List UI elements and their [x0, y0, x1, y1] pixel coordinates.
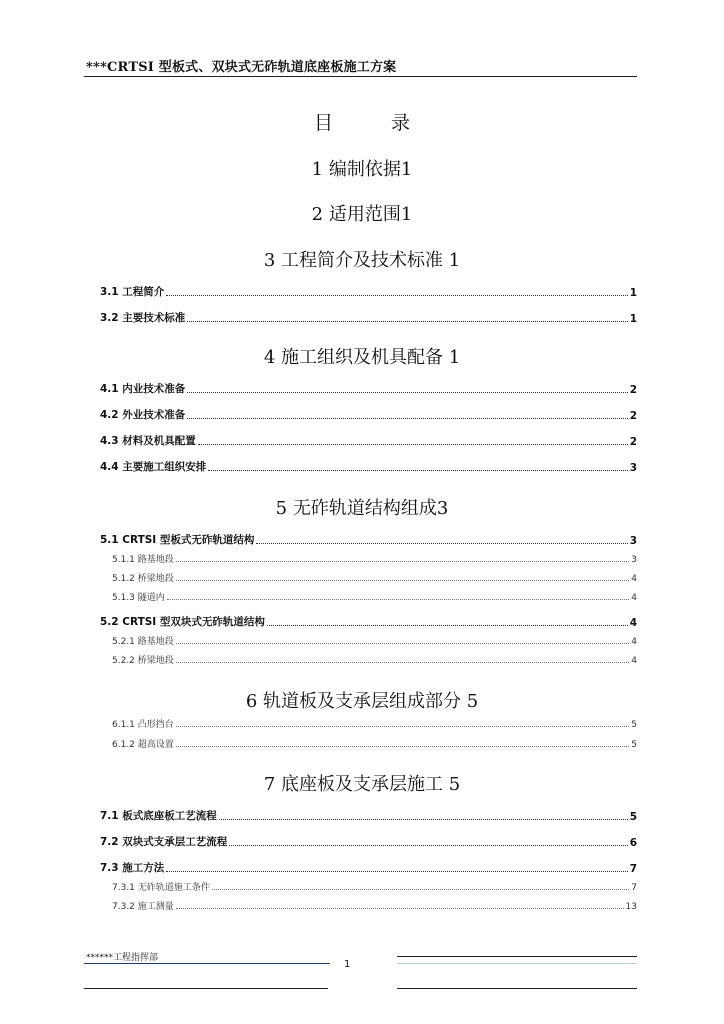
toc-entry-page: 6 — [629, 837, 637, 849]
toc-entry-3-2[interactable] — [100, 310, 637, 325]
toc-entry-page: 5 — [631, 720, 637, 730]
toc-entry-page: 2 — [629, 384, 637, 396]
toc-entry-page: 3 — [629, 462, 637, 474]
dot-leader — [198, 443, 628, 445]
toc-entry-5-1[interactable] — [100, 532, 637, 547]
dot-leader — [176, 907, 624, 909]
toc-entry-5-2-1[interactable] — [112, 634, 637, 647]
toc-entry-page: 4 — [631, 656, 637, 666]
toc-heading-7[interactable]: 7 底座板及支承层施工 5 — [263, 774, 461, 795]
toc-entry-label: 5.1 CRTSⅠ 型板式无砟轨道结构 — [100, 534, 255, 546]
toc-entry-5-2-2[interactable] — [112, 653, 637, 666]
toc-entry-page: 5 — [631, 740, 637, 750]
toc-entry-label: 5.1.1 路基地段 — [112, 555, 174, 565]
toc-title: 目 录 — [313, 112, 411, 134]
toc-heading-4[interactable]: 4 施工组织及机具配备 1 — [263, 347, 461, 368]
document-header-title: ***CRTSⅠ 型板式、双块式无砟轨道底座板施工方案 — [86, 60, 397, 75]
toc-entry-label: 7.2 双块式支承层工艺流程 — [100, 836, 228, 848]
dot-leader — [166, 870, 627, 872]
toc-entry-label: 3.1 工程简介 — [100, 286, 165, 298]
toc-entry-label: 7.3 施工方法 — [100, 862, 165, 874]
toc-entry-4-1[interactable] — [100, 381, 637, 396]
toc-entry-page: 2 — [629, 410, 637, 422]
toc-entry-6-1-1[interactable] — [112, 717, 637, 730]
toc-entry-7-3-2[interactable] — [112, 899, 637, 912]
dot-leader — [212, 888, 630, 890]
toc-entry-label: 7.3.2 施工测量 — [112, 902, 174, 912]
bottom-rule-left — [84, 988, 328, 989]
toc-entry-7-3[interactable] — [100, 860, 637, 875]
toc-entry-page: 1 — [629, 313, 637, 325]
toc-entry-page: 7 — [629, 863, 637, 875]
toc-entry-4-2[interactable] — [100, 407, 637, 422]
toc-entry-label: 5.1.3 隧道内 — [112, 593, 165, 603]
bottom-rule-right — [397, 988, 637, 989]
toc-entry-label: 5.2.2 桥梁地段 — [112, 656, 174, 666]
toc-entry-label: 6.1.1 凸形挡台 — [112, 720, 174, 730]
dot-leader — [166, 294, 627, 296]
toc-entry-label: 7.1 板式底座板工艺流程 — [100, 810, 217, 822]
dot-leader — [256, 542, 627, 544]
dot-leader — [208, 469, 627, 471]
toc-entry-label: 7.3.1 无砟轨道施工条件 — [112, 883, 210, 893]
footer-rule-right — [397, 956, 637, 957]
toc-entry-6-1-2[interactable] — [112, 737, 637, 750]
dot-leader — [187, 391, 627, 393]
dot-leader — [176, 642, 630, 644]
toc-heading-6[interactable]: 6 轨道板及支承层组成部分 5 — [245, 691, 479, 712]
toc-entry-3-1[interactable] — [100, 284, 637, 299]
toc-entry-page: 4 — [631, 593, 637, 603]
dot-leader — [267, 624, 628, 626]
toc-entry-7-3-1[interactable] — [112, 880, 637, 893]
dot-leader — [229, 844, 627, 846]
toc-entry-page: 1 — [629, 287, 637, 299]
dot-leader — [176, 560, 630, 562]
toc-entry-page: 3 — [631, 555, 637, 565]
toc-entry-label: 4.4 主要施工组织安排 — [100, 461, 207, 473]
page-number: 1 — [344, 959, 351, 970]
dot-leader — [187, 417, 627, 419]
toc-entry-page: 3 — [629, 535, 637, 547]
toc-entry-page: 2 — [629, 436, 637, 448]
toc-entry-page: 4 — [631, 637, 637, 647]
toc-entry-5-2[interactable] — [100, 614, 637, 629]
dot-leader — [167, 598, 630, 600]
footer-organization: ******工程指挥部 — [86, 953, 159, 963]
toc-entry-5-1-1[interactable] — [112, 552, 637, 565]
toc-entry-4-3[interactable] — [100, 433, 637, 448]
dot-leader — [176, 661, 630, 663]
toc-entry-label: 4.3 材料及机具配置 — [100, 435, 196, 447]
toc-entry-page: 5 — [629, 811, 637, 823]
toc-entry-label: 5.2.1 路基地段 — [112, 637, 174, 647]
toc-heading-1[interactable]: 1 编制依据1 — [311, 159, 413, 180]
dot-leader — [176, 745, 630, 747]
footer-rule-left — [84, 963, 330, 964]
toc-entry-page: 13 — [625, 902, 637, 912]
footer-rule-right-accent — [397, 963, 637, 964]
toc-entry-page: 4 — [629, 617, 637, 629]
toc-entry-5-1-3[interactable] — [112, 590, 637, 603]
toc-entry-label: 5.2 CRTSⅠ 型双块式无砟轨道结构 — [100, 616, 265, 628]
dot-leader — [176, 725, 630, 727]
toc-entry-label: 4.1 内业技术准备 — [100, 383, 186, 395]
toc-entry-label: 5.1.2 桥梁地段 — [112, 574, 174, 584]
header-rule — [84, 76, 637, 77]
dot-leader — [176, 579, 630, 581]
toc-heading-2[interactable]: 2 适用范围1 — [311, 204, 413, 225]
toc-entry-label: 6.1.2 超高设置 — [112, 740, 174, 750]
toc-entry-5-1-2[interactable] — [112, 571, 637, 584]
toc-entry-label: 4.2 外业技术准备 — [100, 409, 186, 421]
toc-entry-page: 7 — [631, 883, 637, 893]
toc-entry-label: 3.2 主要技术标准 — [100, 312, 186, 324]
toc-entry-7-2[interactable] — [100, 834, 637, 849]
toc-heading-3[interactable]: 3 工程简介及技术标准 1 — [263, 250, 461, 271]
toc-entry-4-4[interactable] — [100, 459, 637, 474]
dot-leader — [219, 818, 628, 820]
dot-leader — [187, 320, 627, 322]
toc-entry-7-1[interactable] — [100, 808, 637, 823]
toc-entry-page: 4 — [631, 574, 637, 584]
toc-heading-5[interactable]: 5 无砟轨道结构组成3 — [275, 498, 449, 519]
